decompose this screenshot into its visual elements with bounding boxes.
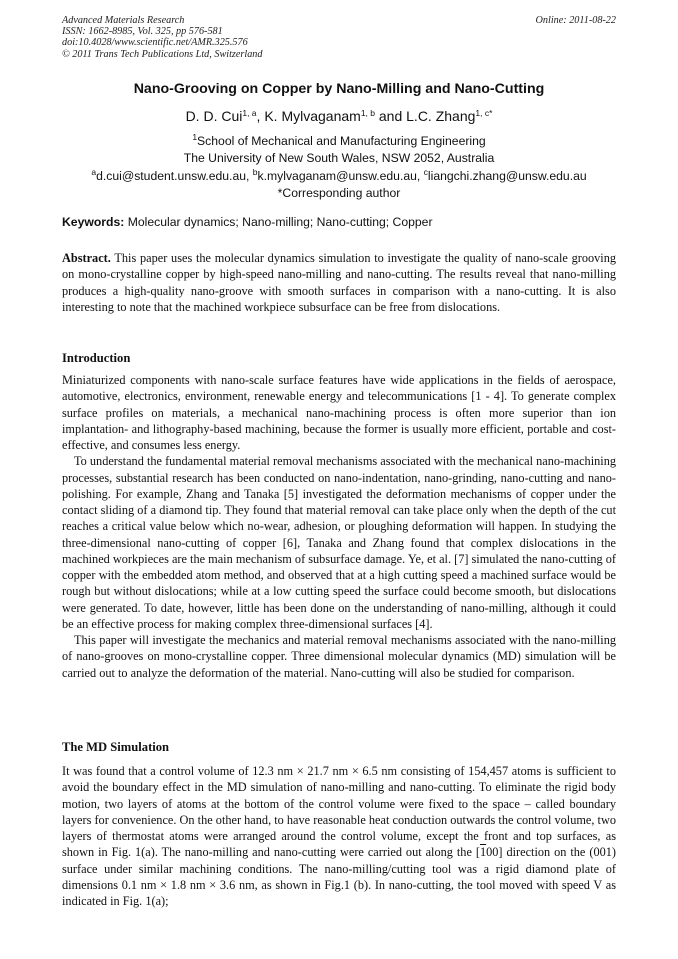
paragraph: This paper will investigate the mechanics and material removal mechanisms associated with the nano-milling of nano-grooves on mono-crystalline copper. Three dimensional molecular dynamics (MD) simulation will be carried out to analyze the deformation of the material. Nano-cutting will also be studied for comparison. xyxy=(62,633,616,680)
email-address: liangchi.zhang@unsw.edu.au xyxy=(427,169,587,183)
author-separator: and xyxy=(375,108,407,124)
introduction-section xyxy=(62,372,616,681)
author-name: K. Mylvaganam xyxy=(264,108,361,124)
affiliation-line: School of Mechanical and Manufacturing Engineering xyxy=(197,134,486,148)
paragraph: Miniaturized components with nano-scale surface features have wide applications in the fields of aerospace, automotive, electronics, environment, renewable energy and telecommunications [1 - 4]. To generate complex surface profiles on materials, a mechanical nano-machining process is often more superior than ion implantation- and lithography-based machining, because the former is usually more efficient, portable and cost-effective, and consumes less energy. xyxy=(62,373,616,452)
paragraph: To understand the fundamental material removal mechanisms associated with the mechanical nano-machining processes, substantial research has been conducted on nano-indentation, nano-grinding, nano-cutting and nano-polishing. For example, Zhang and Tanaka [5] investigated the deformation mechanisms of copper under the contact sliding of a diamond tip. They found that material removal can take place only when the depth of the cut reaches a critical value below which no-wear, adhesion, or ploughing deformation will happen. In studying the three-dimensional nano-cutting of copper [6], Tanaka and Zhang found that complex dislocations in the machined workpieces are the main mechanism of subsurface damage. Ye, et al. [7] simulated the nano-cutting of copper with the embedded atom method, and observed that at a high cutting speed a machined surface would be rough but without dislocations; while at a low cutting speed the surface could become smooth, but dislocations were generated. To date, however, little has been done on the understanding of nano-milling, although it could be an effective process for making complex three-dimensional surfaces [4]. xyxy=(62,454,616,631)
affiliation-line: The University of New South Wales, NSW 2052, Australia xyxy=(183,150,495,165)
email-marker: b xyxy=(252,167,258,177)
corresponding-author-note: *Corresponding author xyxy=(277,185,401,200)
overbar-index: 1 xyxy=(479,845,487,860)
abstract-text: This paper uses the molecular dynamics simulation to investigate the quality of nano-scale grooving on mono-crystalline copper by high-speed nano-milling and nano-cutting. The results reveal that nano-milling produces a high-quality nano-groove with smooth surfaces in comparison with a nano-cutting. It is also interesting to note that the machined workpiece subsurface can be free from dislocations. xyxy=(62,251,616,314)
author-list xyxy=(62,103,616,126)
affiliation xyxy=(62,129,616,166)
keywords-label: Keywords: xyxy=(62,215,125,229)
section-heading-md-simulation: The MD Simulation xyxy=(62,740,170,754)
paper-title: Nano-Grooving on Copper by Nano-Milling and Nano-Cutting xyxy=(133,81,545,97)
paragraph xyxy=(62,763,616,909)
email-address: d.cui@student.unsw.edu.au, xyxy=(96,169,253,183)
abstract-label: Abstract. xyxy=(62,251,111,265)
abstract xyxy=(62,250,616,315)
email-marker: a xyxy=(91,167,97,177)
keywords xyxy=(62,214,616,230)
online-date: Online: 2011-08-22 xyxy=(535,15,616,26)
email-address: k.mylvaganam@unsw.edu.au, xyxy=(257,169,424,183)
journal-name: Advanced Materials Research xyxy=(62,15,185,26)
section-heading-introduction: Introduction xyxy=(62,351,131,365)
doi-line: doi:10.4028/www.scientific.net/AMR.325.576 xyxy=(62,37,248,49)
author-emails xyxy=(62,164,616,201)
author-affiliation-marker: 1, c* xyxy=(475,108,493,118)
copyright-line: © 2011 Trans Tech Publications Ltd, Switzerland xyxy=(62,48,263,60)
author-name: L.C. Zhang xyxy=(406,108,476,124)
email-marker: c xyxy=(423,167,428,177)
issn-line: ISSN: 1662-8985, Vol. 325, pp 576-581 xyxy=(62,26,223,38)
author-name: D. D. Cui xyxy=(185,108,243,124)
author-affiliation-marker: 1, b xyxy=(360,108,375,118)
keywords-text: Molecular dynamics; Nano-milling; Nano-cutting; Copper xyxy=(124,215,433,229)
paragraph-text: It was found that a control volume of 12.3 nm × 21.7 nm × 6.5 nm consisting of 154,457 atoms is sufficient to avoid the boundary effect in the MD simulation of nano-milling and nano-cutting. To eliminate the rigid body motion, two layers of atoms at the bottom of the control volume were fixed to the space – called boundary layers for convenience. On the other hand, to have reasonable heat conduction outwards the control volume, two layers of thermostat atoms were arranged around the control volume, except the front and top surfaces, as shown in Fig. 1(a). The nano-milling and nano-cutting were carried out along the [ xyxy=(62,764,616,860)
author-separator: , xyxy=(256,108,265,124)
affiliation-marker: 1 xyxy=(192,132,198,142)
md-simulation-section xyxy=(62,763,616,909)
paragraph-text: 00] direction on the (001) surface under similar machining conditions. The nano-milling/cutting tool was a rigid diamond plate of dimensions 0.1 nm × 1.8 nm × 3.6 nm, as shown in Fig.1 (b). In nano-cutting, the tool moved with speed V as indicated in Fig. 1(a); xyxy=(62,845,616,908)
journal-header xyxy=(62,15,616,60)
author-affiliation-marker: 1, a xyxy=(242,108,257,118)
